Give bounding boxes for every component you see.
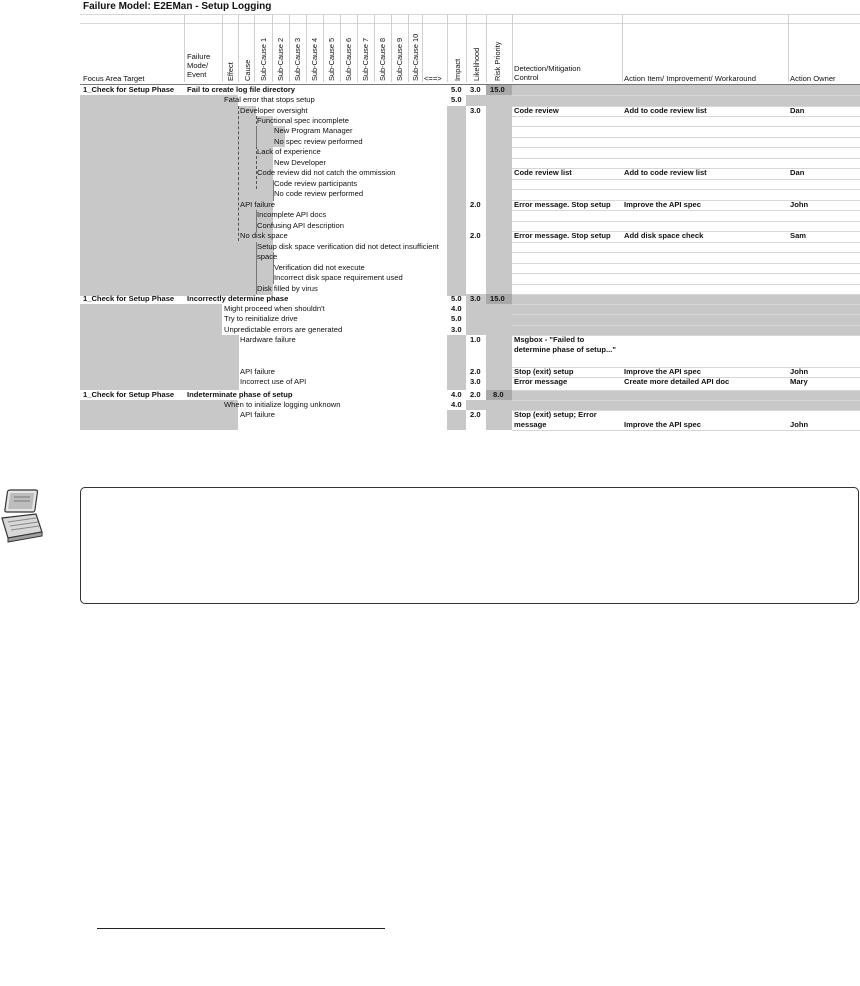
effect-row: When to initialize logging unknown (224, 400, 341, 409)
sub-cause-row: Incomplete API docs (257, 210, 327, 219)
owner-row: Sam (790, 231, 807, 240)
likelihood-3: 2.0 (470, 390, 481, 399)
sub-cause-row: No code review performed (274, 189, 364, 198)
impact-row: 3.0 (451, 325, 462, 334)
likelihood-row: 2.0 (470, 231, 481, 240)
header-focus-area: Focus Area Target (83, 74, 145, 83)
action-row: Improve the API spec (624, 367, 701, 376)
header-cause: Cause (243, 59, 252, 81)
likelihood-row: 2.0 (470, 410, 481, 419)
header-sub-cause-7: Sub-Cause 7 (361, 37, 370, 81)
sub-cause-row: New Program Manager (274, 126, 353, 135)
header-likelihood: Likelihood (472, 47, 481, 81)
impact-row: 4.0 (451, 304, 462, 313)
risk-1: 15.0 (490, 85, 505, 94)
likelihood-row: 2.0 (470, 200, 481, 209)
detection-row: Code review (514, 106, 559, 115)
row-separator (512, 252, 860, 253)
header-sub-cause-5: Sub-Cause 5 (327, 37, 336, 81)
impact-row: 4.0 (451, 400, 462, 409)
focus-area-2: 1_Check for Setup Phase (83, 294, 175, 303)
row-separator (512, 430, 860, 431)
effect-row: Try to reinitialize drive (224, 314, 298, 323)
footnote-rule (97, 928, 385, 929)
action-row: Create more detailed API doc (624, 377, 730, 386)
sub-cause-row: Code review did not catch the ommission (257, 168, 396, 177)
likelihood-2: 3.0 (470, 294, 481, 303)
sub-cause-row: New Developer (274, 158, 326, 167)
failure-mode-3: Indeterminate phase of setup (187, 390, 293, 399)
owner-row: Dan (790, 168, 805, 177)
row-separator (512, 325, 860, 326)
effect-row: Fatal error that stops setup (224, 95, 315, 104)
header-sub-cause-3: Sub-Cause 3 (293, 37, 302, 81)
detection-row: Code review list (514, 168, 572, 177)
header-action-item: Action Item/ Improvement/ Workaround (624, 74, 756, 83)
sub-cause-row: Code review participants (274, 179, 358, 188)
action-row: Add to code review list (624, 168, 707, 177)
row-separator (512, 400, 860, 401)
detection-row: Error message (514, 377, 568, 386)
detection-row: Error message. Stop setup (514, 200, 611, 209)
row-separator (512, 210, 860, 211)
owner-row: John (790, 200, 809, 209)
impact-1: 5.0 (451, 85, 462, 94)
cause-row: No disk space (240, 231, 288, 240)
likelihood-row: 3.0 (470, 377, 481, 386)
sub-cause-row: Setup disk space verification did not detect insufficient space (257, 242, 439, 261)
row-separator (512, 294, 860, 295)
detection-row: Msgbox - "Failed to determine phase of setup..." (514, 335, 616, 354)
likelihood-row: 3.0 (470, 106, 481, 115)
row-separator (512, 314, 860, 315)
sub-cause-row: Lack of experience (257, 147, 321, 156)
cause-row: API failure (240, 410, 276, 419)
header-sub-cause-10: Sub-Cause 10 (411, 33, 420, 81)
effect-row: Might proceed when shouldn't (224, 304, 325, 313)
sub-cause-row: Functional spec incomplete (257, 116, 350, 125)
action-row: Add to code review list (624, 106, 707, 115)
header-arrow: <==> (424, 74, 442, 83)
header-impact: Impact (453, 58, 462, 81)
header-sub-cause-1: Sub-Cause 1 (259, 37, 268, 81)
row-separator (512, 221, 860, 222)
likelihood-row: 2.0 (470, 367, 481, 376)
owner-row: Dan (790, 106, 805, 115)
cause-row: Developer oversight (240, 106, 308, 115)
row-separator (512, 242, 860, 243)
sub-cause-row: Confusing API description (257, 221, 344, 230)
risk-3: 8.0 (493, 390, 504, 399)
impact-2: 5.0 (451, 294, 462, 303)
risk-2: 15.0 (490, 294, 505, 303)
header-sub-cause-8: Sub-Cause 8 (378, 37, 387, 81)
row-separator (512, 263, 860, 264)
owner-row: John (790, 420, 809, 429)
cause-row: Hardware failure (240, 335, 296, 344)
note-box (80, 487, 859, 604)
action-row: Add disk space check (624, 231, 704, 240)
row-separator (512, 137, 860, 138)
header-sub-cause-6: Sub-Cause 6 (344, 37, 353, 81)
header-risk-priority: Risk Priority (493, 41, 502, 81)
row-separator (512, 116, 860, 117)
failure-mode-1: Fail to create log file directory (187, 85, 296, 94)
likelihood-row: 1.0 (470, 335, 481, 344)
row-separator (512, 189, 860, 190)
header-detection: Detection/Mitigation Control (514, 64, 581, 82)
header-sub-cause-9: Sub-Cause 9 (395, 37, 404, 81)
row-separator (512, 179, 860, 180)
detection-row: Stop (exit) setup; Error message (514, 410, 597, 429)
cause-row: API failure (240, 367, 276, 376)
impact-3: 4.0 (451, 390, 462, 399)
row-separator (512, 390, 860, 391)
owner-row: John (790, 367, 809, 376)
detection-row: Stop (exit) setup (514, 367, 574, 376)
impact-row: 5.0 (451, 314, 462, 323)
header-effect: Effect (226, 62, 235, 81)
sheet-title: Failure Model: E2EMan - Setup Logging (83, 1, 272, 12)
header-action-owner: Action Owner (790, 74, 836, 83)
laptop-note-icon (0, 488, 44, 550)
failure-model-spreadsheet (80, 0, 860, 430)
row-separator (512, 147, 860, 148)
cause-row: Incorrect use of API (240, 377, 307, 386)
row-separator (512, 95, 860, 96)
effect-row: Unpredictable errors are generated (224, 325, 343, 334)
row-separator (512, 126, 860, 127)
failure-mode-2: Incorrectly determine phase (187, 294, 289, 303)
row-separator (512, 273, 860, 274)
cause-row: API failure (240, 200, 276, 209)
action-row: Improve the API spec (624, 420, 701, 429)
sub-cause-row: Disk filled by virus (257, 284, 318, 293)
row-separator (512, 304, 860, 305)
header-sub-cause-2: Sub-Cause 2 (276, 37, 285, 81)
focus-area-1: 1_Check for Setup Phase (83, 85, 175, 94)
detection-row: Error message. Stop setup (514, 231, 611, 240)
header-failure-mode: Failure Mode/ Event (187, 52, 211, 79)
sub-cause-row: No spec review performed (274, 137, 363, 146)
likelihood-1: 3.0 (470, 85, 481, 94)
sub-cause-row: Verification did not execute (274, 263, 365, 272)
sub-cause-row: Incorrect disk space requirement used (274, 273, 403, 282)
focus-area-3: 1_Check for Setup Phase (83, 390, 175, 399)
row-separator (512, 158, 860, 159)
row-separator (512, 284, 860, 285)
header-sub-cause-4: Sub-Cause 4 (310, 37, 319, 81)
owner-row: Mary (790, 377, 808, 386)
action-row: Improve the API spec (624, 200, 701, 209)
impact-row: 5.0 (451, 95, 462, 104)
